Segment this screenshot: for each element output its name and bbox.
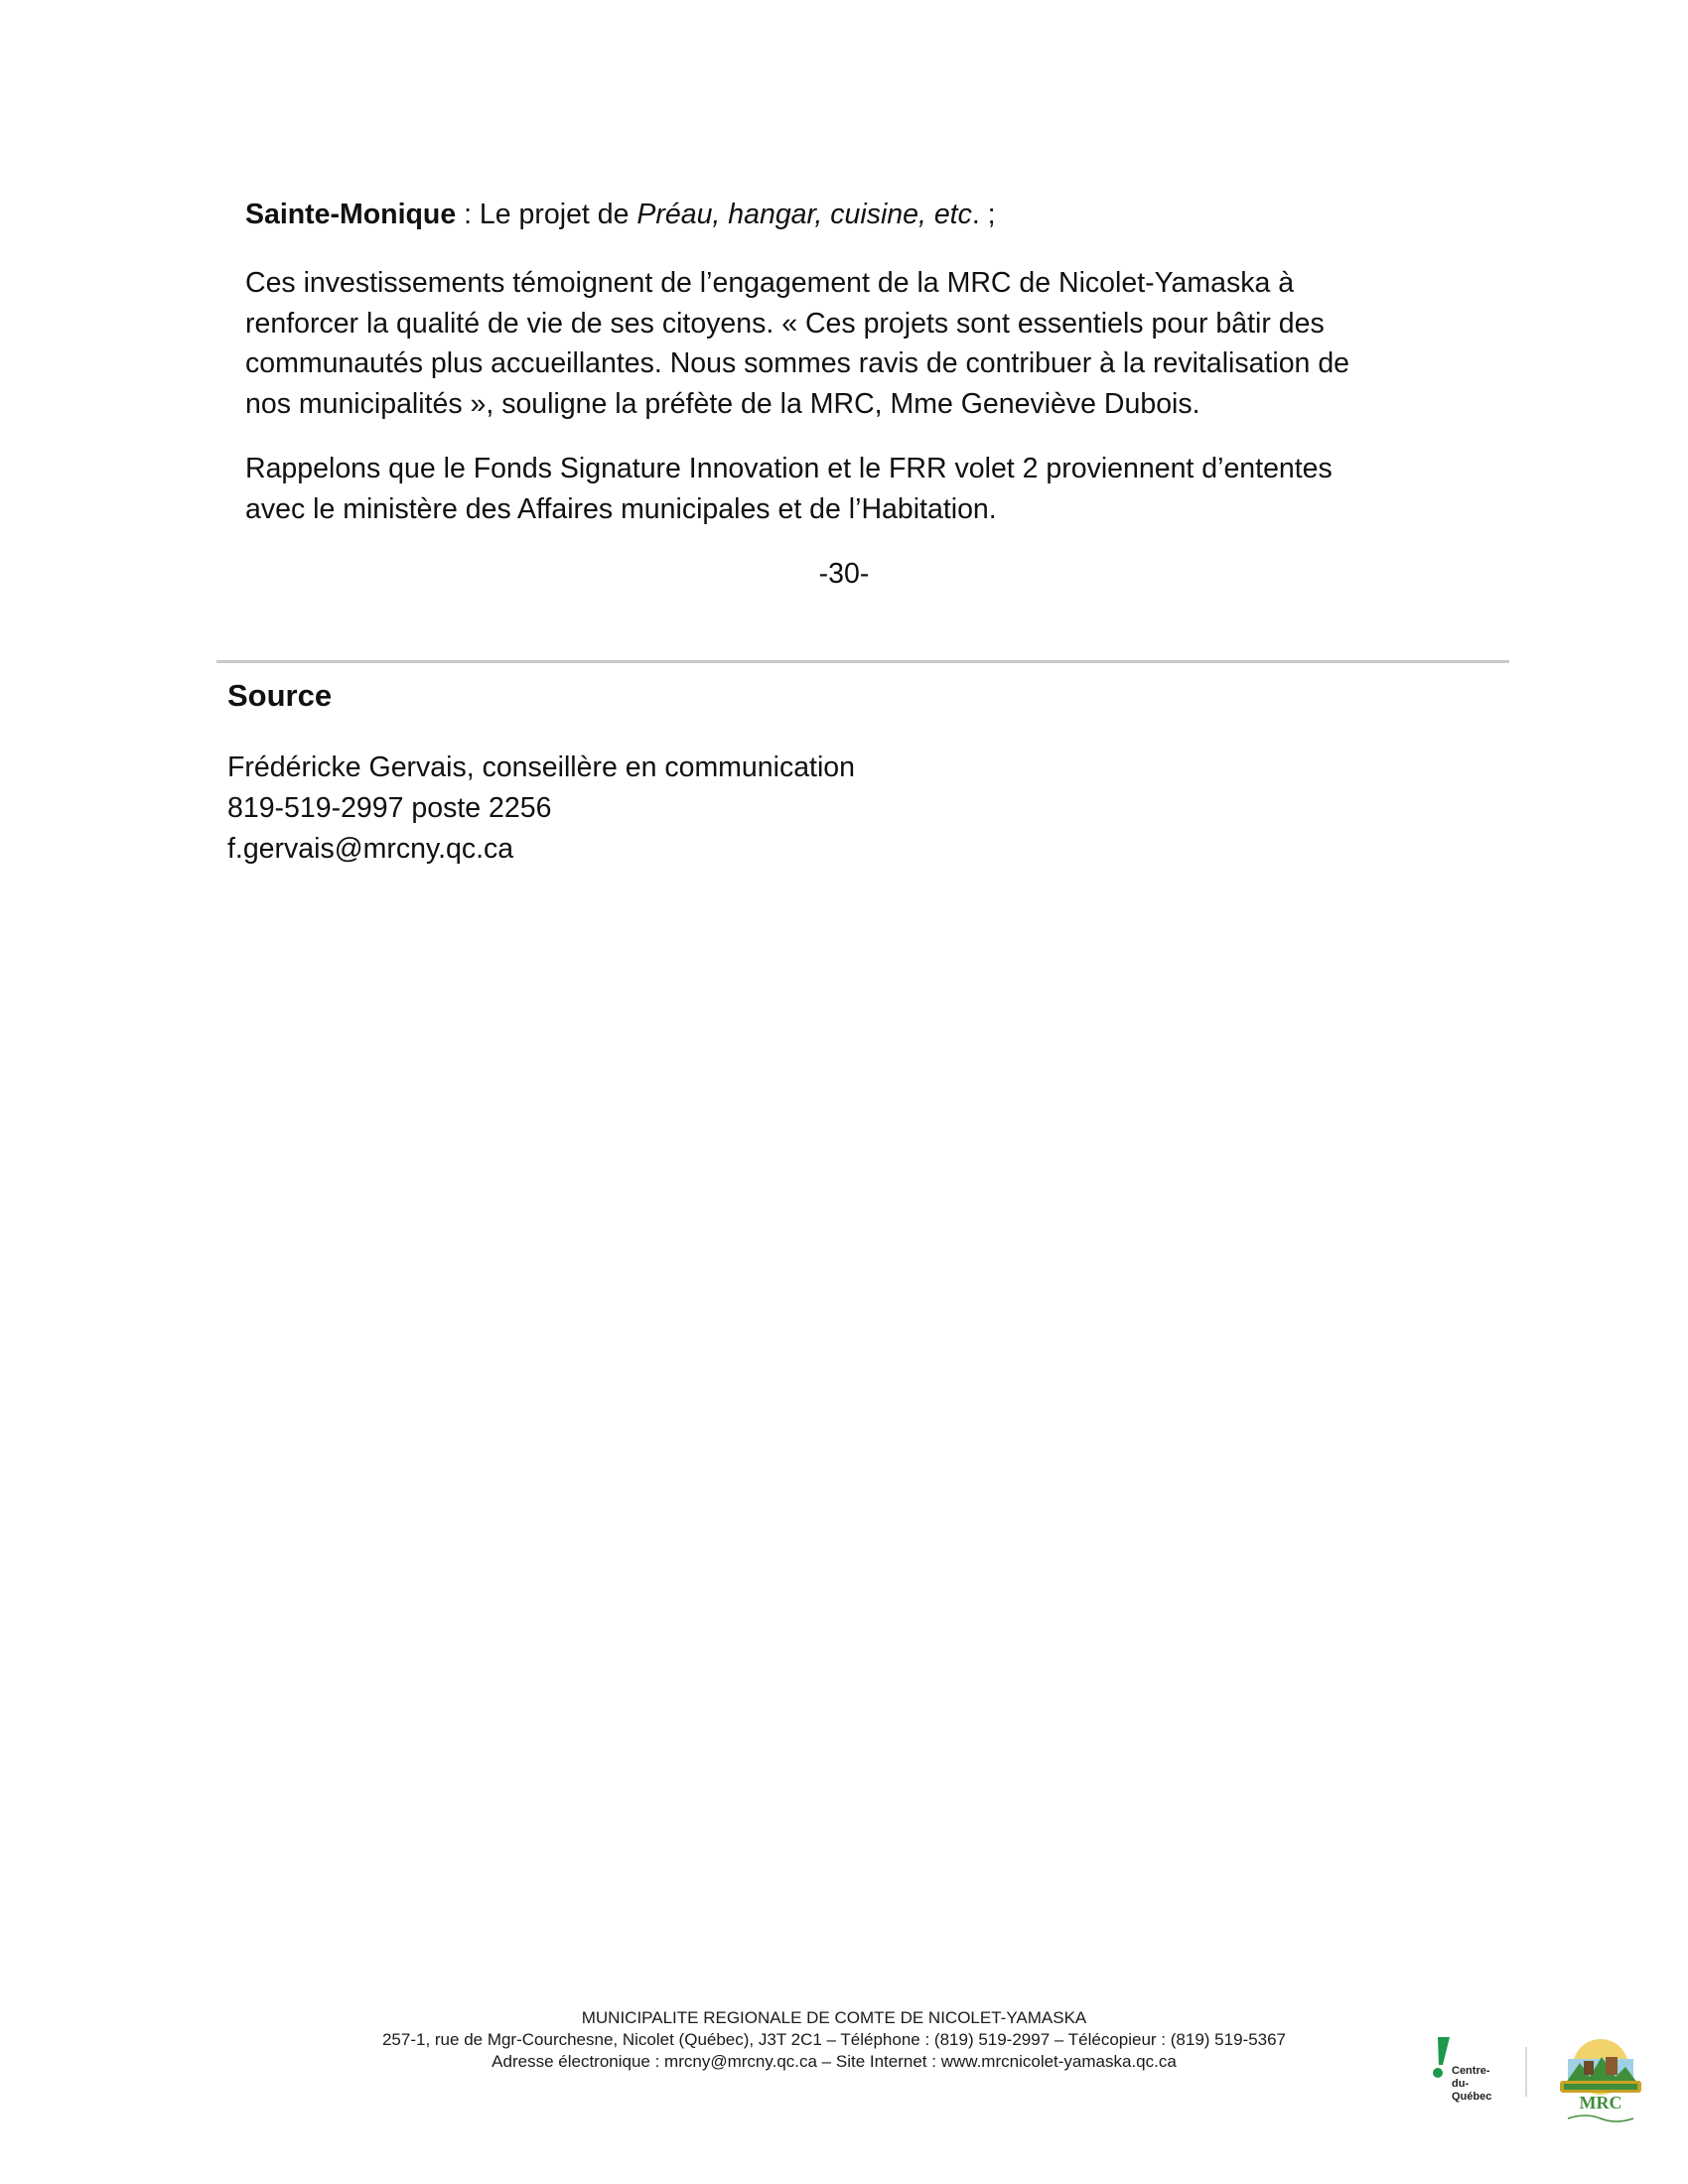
centre-du-quebec-label: Centre- du- Québec (1452, 2065, 1492, 2103)
text-line: nos municipalités », souligne la préfète de la MRC, Mme Geneviève Dubois. (245, 387, 1200, 420)
text-line: renforcer la qualité de vie de ses citoyens. « Ces projets sont essentiels pour bâtir des (245, 307, 1325, 340)
svg-text:MRC: MRC (1579, 2093, 1622, 2113)
text-line: communautés plus accueillantes. Nous sommes ravis de contribuer à la revitalisation de (245, 347, 1350, 379)
footer-contact: Adresse électronique : mrcny@mrcny.qc.ca – Site Internet : www.mrcnicolet-yamaska.qc.ca (492, 2052, 1177, 2071)
logo-divider (1525, 2047, 1527, 2097)
centre-du-quebec-logo (1430, 2035, 1509, 2115)
mrc-nicolet-yamaska-logo (1546, 2027, 1655, 2126)
source-heading: Source (227, 678, 333, 713)
end-marker: -30- (818, 558, 870, 590)
paragraph-sainte-monique (245, 195, 1467, 235)
text-line: avec le ministère des Affaires municipales et de l’Habitation. (245, 492, 997, 525)
text-line: Ces investissements témoignent de l’engagement de la MRC de Nicolet-Yamaska à (245, 267, 1295, 299)
project-intro: : Le projet de (456, 199, 637, 230)
contact-phone: 819-519-2997 poste 2256 (227, 792, 552, 824)
source-contact (227, 748, 855, 870)
contact-name: Frédéricke Gervais, conseillère en communication (227, 751, 856, 783)
project-tail: . ; (971, 199, 996, 230)
text-line: Rappelons que le Fonds Signature Innovation et le FRR volet 2 proviennent d’ententes (245, 453, 1333, 484)
footer-org-name: MUNICIPALITE REGIONALE DE COMTE DE NICOLET-YAMASKA (581, 2008, 1087, 2027)
paragraph-funding (245, 449, 1467, 529)
municipality-name: Sainte-Monique (245, 199, 457, 230)
section-divider (216, 660, 1509, 663)
contact-email[interactable]: f.gervais@mrcny.qc.ca (227, 833, 514, 865)
footer-address: 257-1, rue de Mgr-Courchesne, Nicolet (Québec), J3T 2C1 – Téléphone : (819) 519-2997 – Télécopieur : (819) 519-5367 (381, 2030, 1287, 2049)
paragraph-investments (245, 263, 1467, 424)
project-name: Préau, hangar, cuisine, etc (636, 199, 972, 230)
exclamation-mark-icon (1430, 2035, 1454, 2083)
page-footer (288, 2007, 1380, 2073)
